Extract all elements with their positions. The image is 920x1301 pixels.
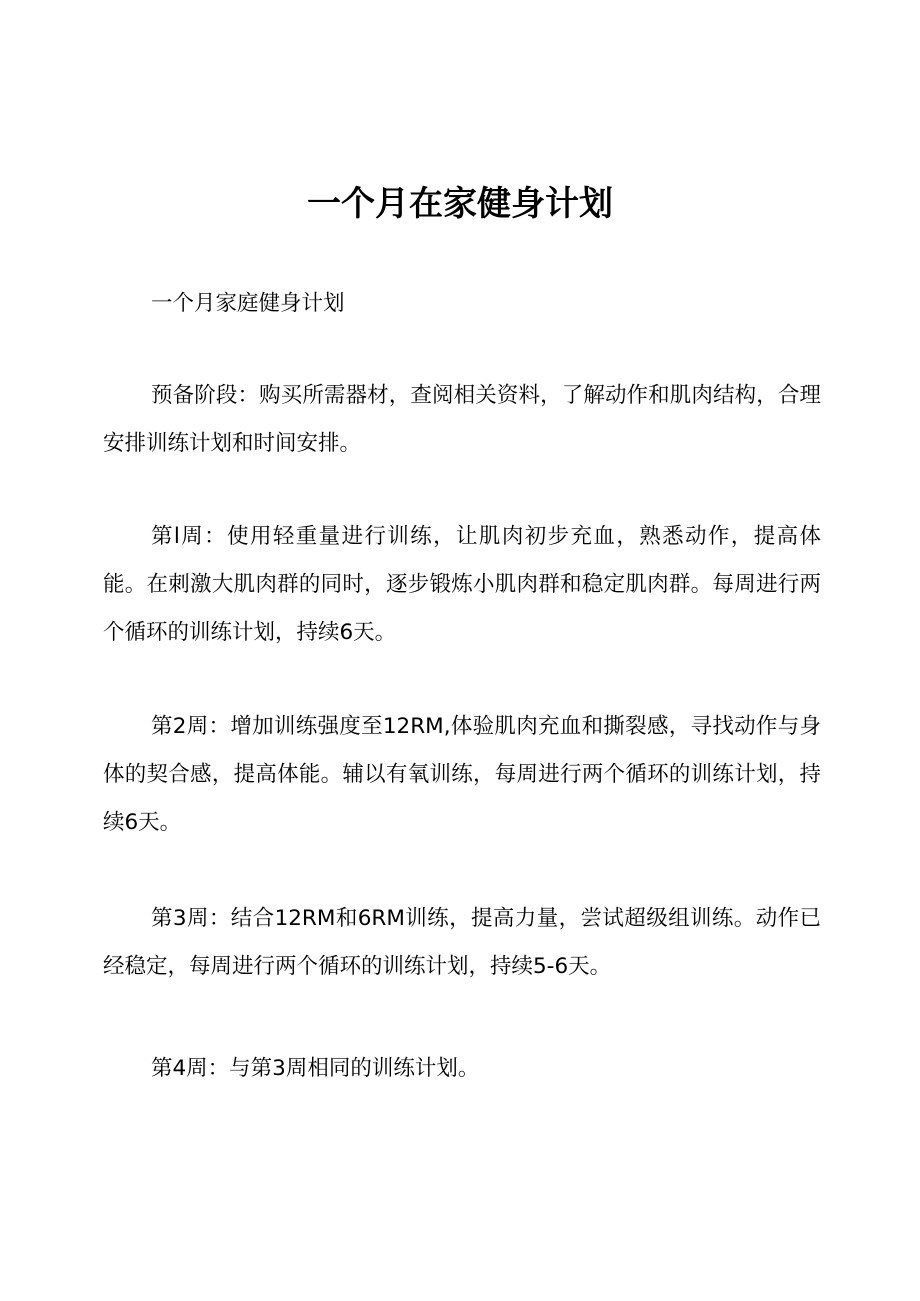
paragraph-subtitle: 一个月家庭健身计划: [151, 291, 345, 316]
document-title: 一个月在家健身计划: [307, 184, 613, 224]
paragraph-week-2: 第2周：增加训练强度至12RM,体验肌肉充血和撕裂感，寻找动作与身体的契合感，提高体能。辅以有氧训练，每周进行两个循环的训练计划，持续6天。: [103, 714, 821, 835]
paragraph-week-3: 第3周：结合12RM和6RM训练，提高力量，尝试超级组训练。动作已经稳定，每周进行两个循环的训练计划，持续5-6天。: [103, 906, 821, 979]
paragraph-preparation-stage: 预备阶段：购买所需器材，查阅相关资料，了解动作和肌肉结构，合理安排训练计划和时间安排。: [103, 383, 821, 456]
paragraph-week-1: 第l周：使用轻重量进行训练，让肌肉初步充血，熟悉动作，提高体能。在刺激大肌肉群的同时，逐步锻炼小肌肉群和稳定肌肉群。每周进行两个循环的训练计划，持续6天。: [103, 524, 821, 645]
paragraph-week-4: 第4周：与第3周相同的训练计划。: [151, 1056, 480, 1081]
